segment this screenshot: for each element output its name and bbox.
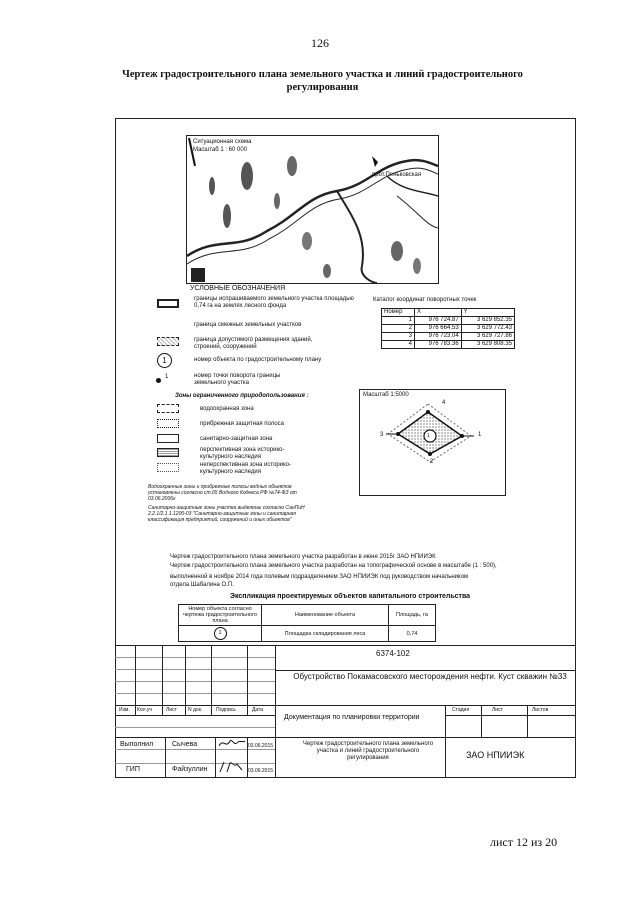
catalog-cell: 976 783.36	[415, 341, 462, 349]
stamp-col-list: Лист	[166, 707, 177, 713]
stamp-signature-2	[218, 760, 246, 779]
situation-map	[186, 135, 439, 284]
catalog-cell: 3 629 772.43	[461, 325, 514, 333]
expl-object-number: 1	[214, 627, 227, 640]
note-line-4: отдела Шабалина О.П.	[170, 582, 234, 588]
stamp-sheet-header: Лист	[492, 707, 503, 713]
explication-table	[178, 604, 436, 642]
note-line-3: выполненной в ноябре 2014 года полевым подразделением ЗАО НПИИЭК под руководством начальником	[170, 574, 469, 580]
legend-parcel-symbol	[157, 299, 179, 308]
expl-object-name: Площадка складирования леса	[262, 626, 389, 642]
catalog-cell: 976 724.87	[415, 317, 462, 325]
catalog-cell: 3 629 727.86	[461, 333, 514, 341]
legend-item-parcel: границы испрашиваемого земельного участка площадью 0,74 га на землях лесного фонда	[194, 296, 354, 309]
catalog-cell: 1	[382, 317, 415, 325]
stamp-role-2: ГИП	[126, 766, 140, 773]
catalog-row	[382, 317, 515, 325]
site-plan-drawing	[360, 390, 505, 495]
note-line-2: Чертеж градостроительного плана земельного участка разработан на топографической основе в масштабе (1 : 500),	[170, 563, 497, 569]
stamp-col-kolu: Кол.уч	[137, 707, 152, 713]
sheet-counter: лист 12 из 20	[490, 835, 558, 849]
catalog-cell: 3	[382, 333, 415, 341]
stamp-role-1: Выполнил	[120, 741, 154, 748]
legend-note-water: Водоохранные зоны и прибрежные полосы водных объектов установлены согласно ст.65 Водного Кодекса РФ №74-ФЗ от 03.06.2006г	[148, 484, 297, 502]
plan-point-3: 3	[380, 432, 384, 438]
expl-header-name: Наименование объекта	[262, 605, 389, 626]
site-plan	[359, 389, 506, 496]
legend-item-building: граница допустимого размещения зданий, строений, сооружений	[194, 337, 313, 350]
situation-place: прот.Пеньковская	[372, 172, 422, 178]
stamp-doc-title: Документация по планировки территории	[284, 714, 420, 721]
legend-note-sanitary: Санитарно-защитные зоны участка выделены согласно СанПиН 2.2.1/2.1.1.1200-03 "Санитарно-защитные зоны и санитарная классификация предприятий, сооружений и иных объектов"	[148, 505, 305, 523]
catalog-row	[382, 341, 515, 349]
stamp-sheet-title: Чертеж градостроительного плана земельного участка и линий градостроительного регулирования	[302, 741, 434, 761]
catalog-row	[382, 333, 515, 341]
legend-zone-water: водоохранная зона	[200, 406, 254, 412]
legend-zone-nonheritage-symbol	[157, 463, 179, 472]
catalog-header-number: Номер	[382, 309, 415, 317]
legend-object-symbol: 1	[157, 353, 172, 368]
expl-header-area: Площадь, га	[389, 605, 436, 626]
expl-object-area: 0,74	[389, 626, 436, 642]
catalog-row	[382, 325, 515, 333]
stamp-sheets-header: Листов	[532, 707, 549, 713]
stamp-col-sign: Подпись	[216, 707, 236, 713]
expl-row	[179, 626, 436, 642]
catalog-header-x: X	[415, 309, 462, 317]
stamp-signature-1	[218, 736, 246, 754]
legend-building-symbol	[157, 337, 179, 346]
stamp-name-2: Файзуллин	[172, 766, 208, 773]
catalog-table	[381, 308, 515, 349]
plan-point-2: 2	[430, 459, 434, 465]
legend-zone-sanitary-symbol	[157, 434, 179, 443]
situation-title: Ситуационная схема	[193, 139, 252, 145]
catalog-cell: 976 723.04	[415, 333, 462, 341]
stamp-stage-header: Стадия	[452, 707, 470, 713]
legend-zone-coastal: прибрежная защитная полоса	[200, 421, 284, 427]
catalog-cell: 4	[382, 341, 415, 349]
page-number: 126	[311, 36, 329, 50]
stamp-date-1: 03.06.2015	[248, 743, 274, 749]
legend-header: УСЛОВНЫЕ ОБОЗНАЧЕНИЯ	[190, 285, 286, 292]
stamp-col-ndoc: N док.	[188, 707, 203, 713]
legend-zone-coastal-symbol	[157, 419, 179, 428]
catalog-header-y: Y	[461, 309, 514, 317]
site-plan-scale: Масштаб 1:5000	[363, 392, 409, 398]
catalog-cell: 3 629 852.35	[461, 317, 514, 325]
catalog-cell: 976 664.53	[415, 325, 462, 333]
document-title: Чертеж градостроительного плана земельного участка и линий градостроительного регулирования	[122, 69, 523, 93]
legend-item-point: номер точки поворота границы земельного участка	[194, 373, 281, 386]
expl-object-cell	[179, 626, 262, 642]
situation-scale: Масштаб 1 : 60 000	[193, 147, 248, 153]
legend-zone-water-symbol	[157, 404, 179, 413]
legend-point-symbol: 1	[165, 374, 169, 380]
plan-point-1: 1	[478, 432, 482, 438]
situation-map-drawing	[187, 136, 438, 283]
explication-title: Экспликация проектируемых объектов капитального строительства	[230, 593, 471, 600]
legend-item-adjacent: граница смежных земельных участков	[194, 322, 302, 328]
legend-zones-header: Зоны ограниченного природопользования :	[175, 393, 309, 399]
plan-point-4: 4	[442, 400, 446, 406]
plan-object-number: 1	[427, 433, 430, 439]
legend-item-object: номер объекта по градостроительному плану	[194, 357, 322, 363]
stamp-col-date: Дата	[252, 707, 264, 713]
legend-zone-heritage-symbol	[157, 448, 179, 457]
catalog-cell: 3 629 808.35	[461, 341, 514, 349]
expl-header-number: Номер объекта согласно чертежа градостроительного плана	[179, 605, 262, 626]
legend-zone-sanitary: санитарно-защитная зона	[200, 436, 273, 442]
stamp-col-izm: Изм.	[119, 707, 130, 713]
stamp-org: ЗАО НПИИЭК	[466, 750, 525, 760]
stamp-code: 6374-102	[376, 649, 410, 658]
legend-point-dot	[156, 378, 161, 383]
catalog-title: Каталог координат поворотных точек	[373, 297, 477, 303]
legend-zone-heritage: перспективная зона историко-культурного наследия	[200, 447, 285, 460]
catalog-cell: 2	[382, 325, 415, 333]
note-line-1: Чертеж градостроительного плана земельного участка разработан в июне 2015г ЗАО НПИИЭК	[170, 554, 436, 560]
stamp-project: Обустройство Покамасовского месторождения нефти. Куст скважин №33	[293, 672, 567, 681]
legend-zone-nonheritage: неперспективная зона историко-культурного наследия	[200, 462, 292, 475]
stamp-name-1: Сычева	[172, 741, 198, 748]
stamp-date-2: 03.06.2015	[248, 768, 274, 774]
